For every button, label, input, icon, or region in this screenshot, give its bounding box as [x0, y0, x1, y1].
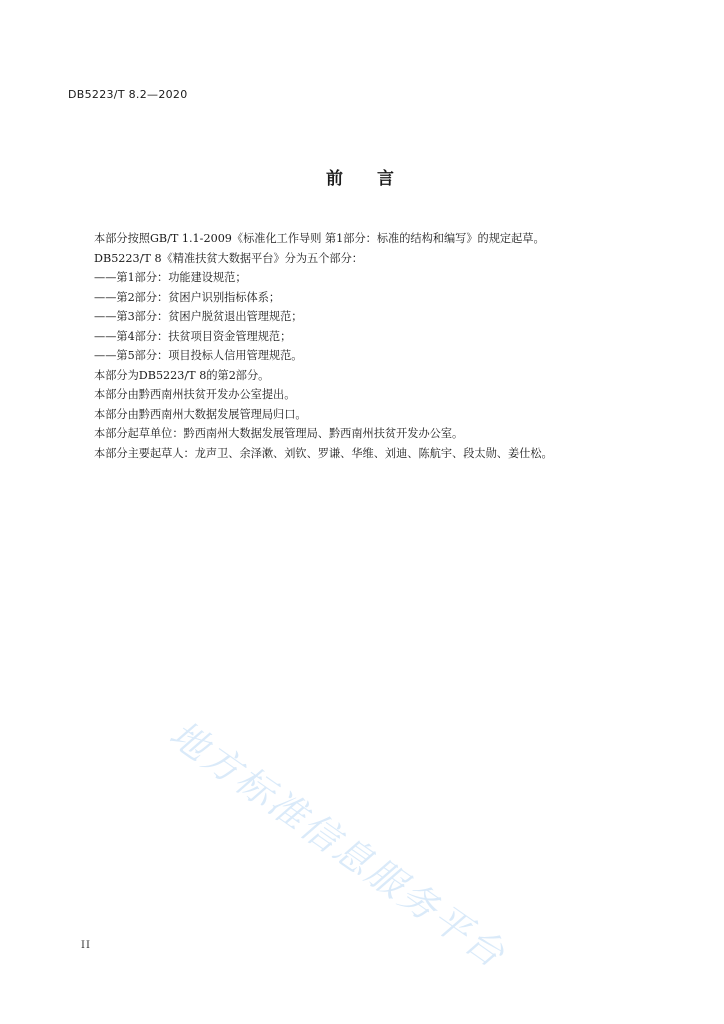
body-line: ——第2部分：贫困户识别指标体系； [94, 290, 281, 304]
page-title: 前 言 [326, 169, 408, 189]
body-line: 本部分由黔西南州扶贫开发办公室提出。 [94, 388, 296, 401]
body-line: ——第1部分：功能建设规范； [94, 271, 247, 284]
page-number: II [81, 940, 91, 951]
watermark: 地方标准信息服务平台 [161, 712, 514, 977]
body-line: ——第3部分：贫困户脱贫退出管理规范； [94, 310, 303, 323]
body-line: 本部分起草单位：黔西南州大数据发展管理局、黔西南州扶贫开发办公室。 [94, 427, 464, 440]
body-line: ——第4部分：扶贫项目资金管理规范； [94, 329, 292, 343]
body-line: 本部分为DB5223/T 8的第2部分。 [94, 368, 270, 382]
body-line: DB5223/T 8《精准扶贫大数据平台》分为五个部分： [94, 251, 363, 265]
body-line: 本部分由黔西南州大数据发展管理局归口。 [94, 407, 307, 421]
foreword-body [94, 229, 674, 463]
document-code: DB5223/T 8.2—2020 [68, 88, 188, 101]
body-line: 本部分主要起草人：龙声卫、余泽漱、刘钦、罗谦、华维、刘迪、陈航宇、段太勋、姜仕松。 [94, 446, 553, 460]
body-line: ——第5部分：项目投标人信用管理规范。 [94, 349, 303, 362]
body-line: 本部分按照GB/T 1.1-2009《标准化工作导则 第1部分：标准的结构和编写》的规定起草。 [94, 232, 545, 245]
